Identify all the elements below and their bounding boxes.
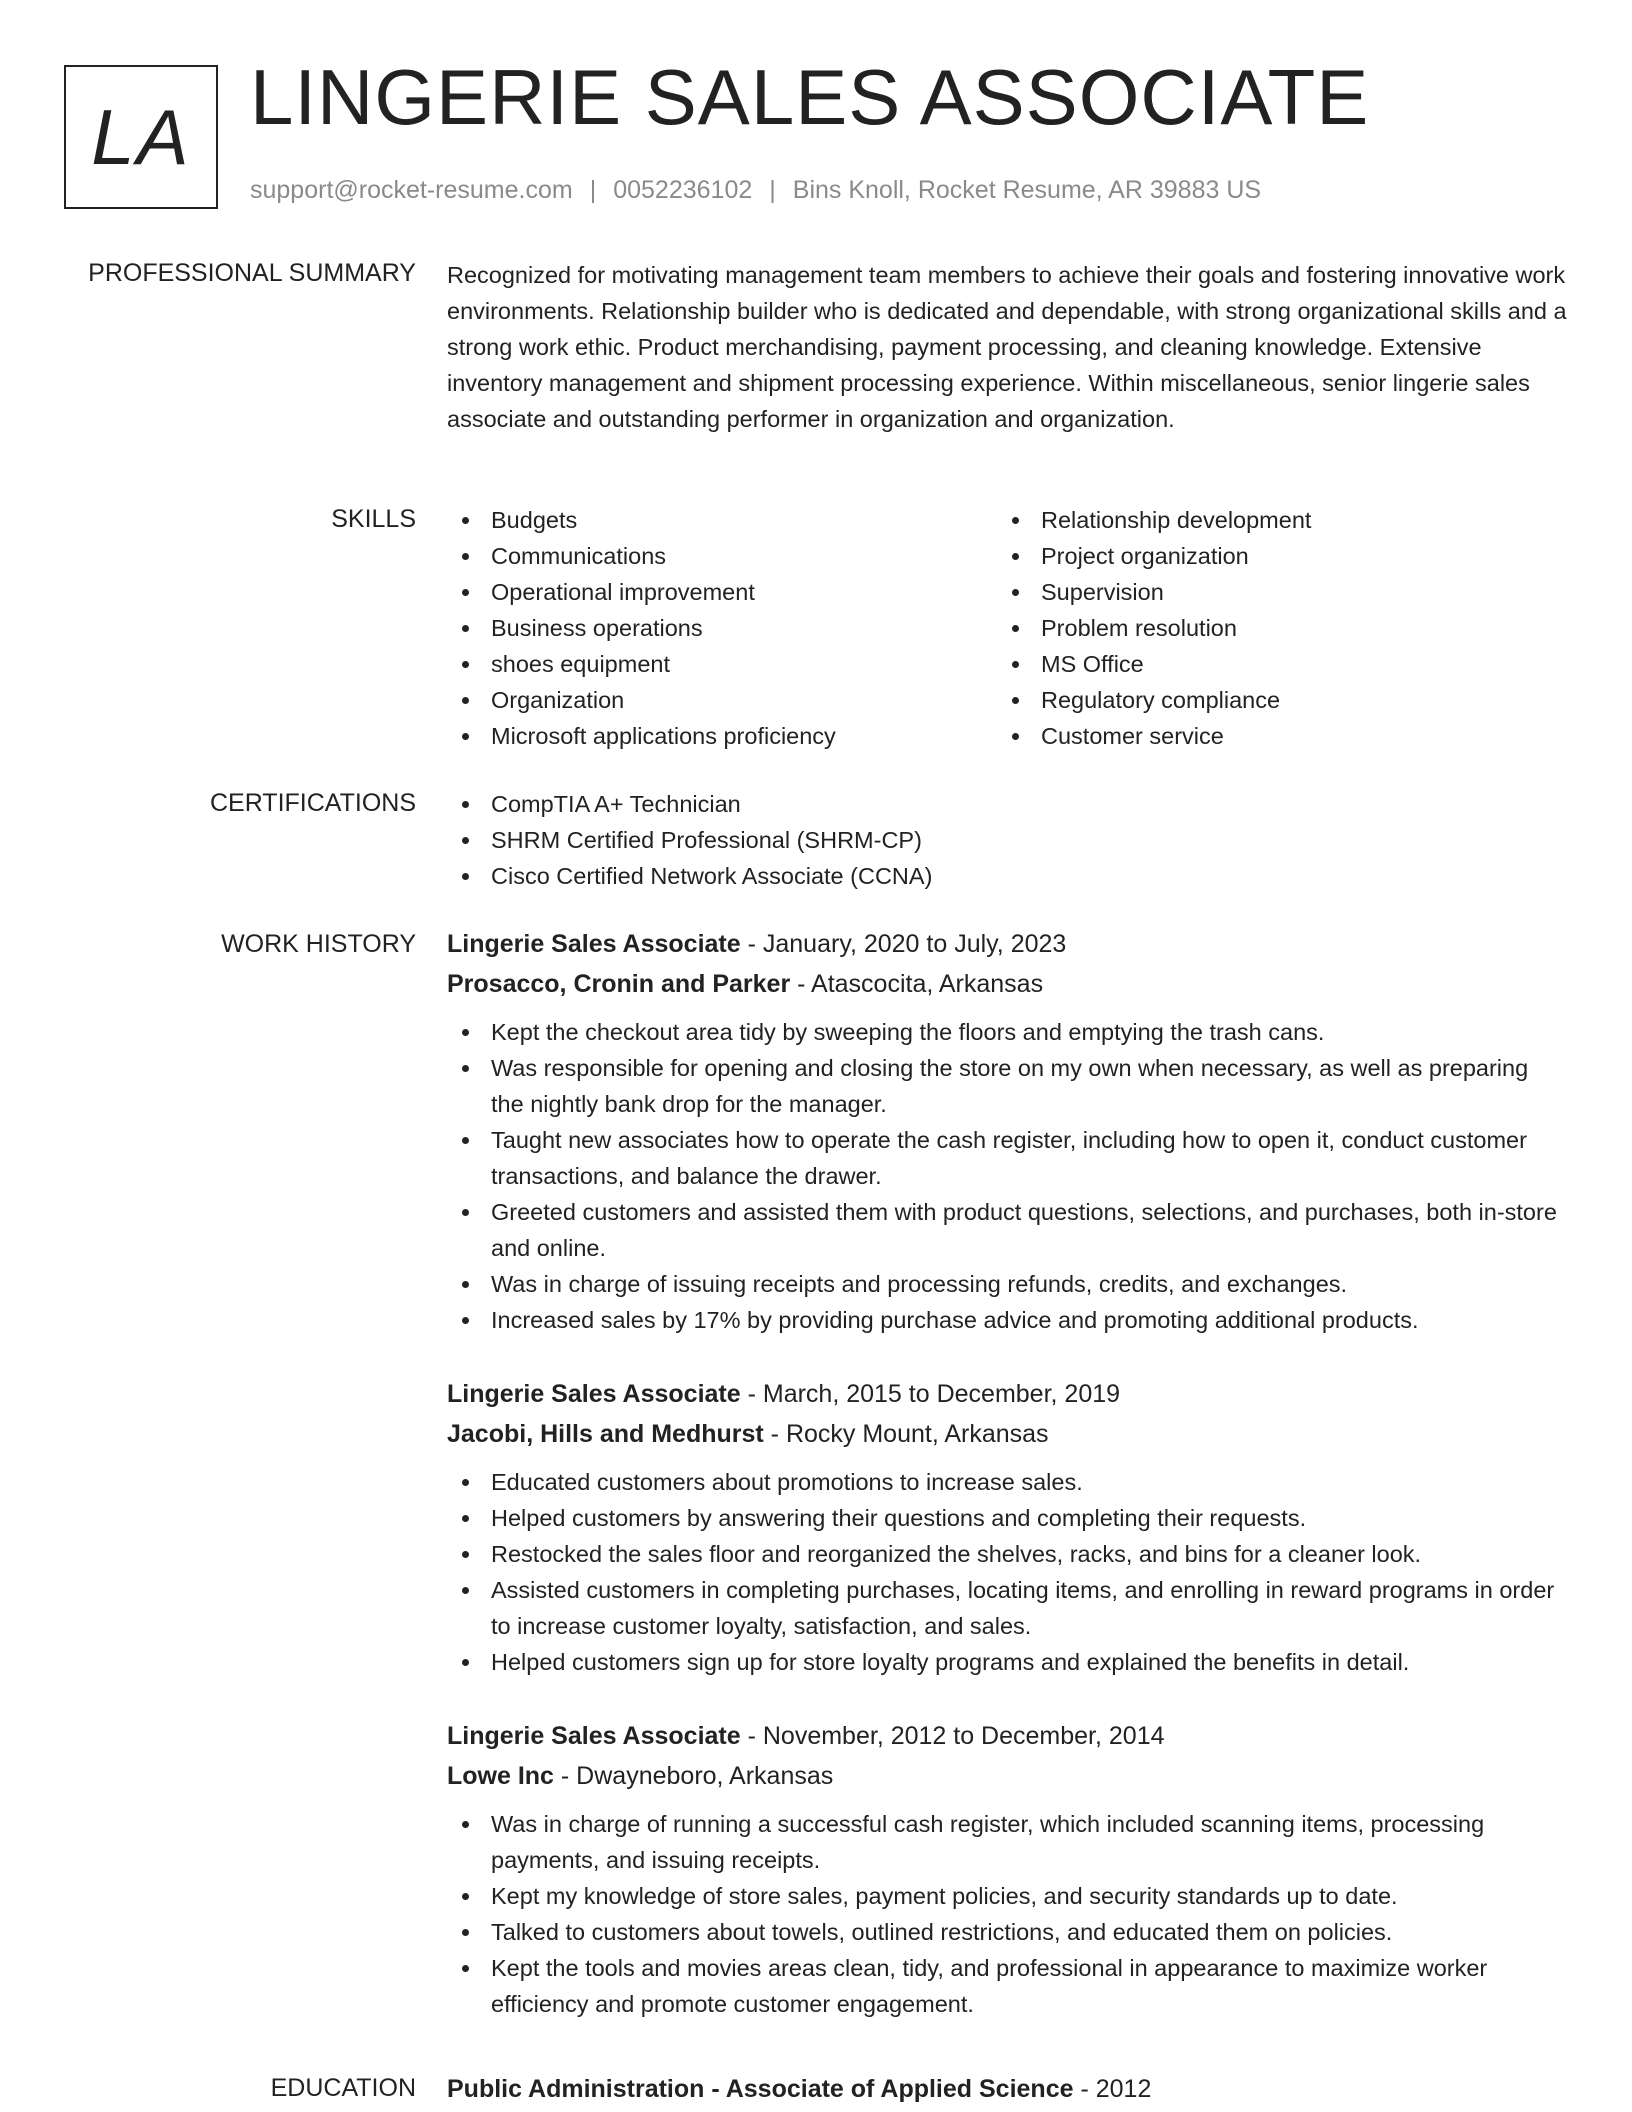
skill-item: shoes equipment [447, 646, 997, 682]
education-heading: EDUCATION [270, 2074, 416, 2102]
contact-address: Bins Knoll, Rocket Resume, AR 39883 US [792, 176, 1262, 204]
job-dates: - January, 2020 to July, 2023 [740, 930, 1067, 958]
job-role-line [447, 1374, 1567, 1414]
job-duty: Assisted customers in completing purchases, locating items, and enrolling in reward programs in order to increase customer loyalty, satisfaction, and sales. [447, 1572, 1567, 1644]
job-role: Lingerie Sales Associate [447, 1380, 741, 1408]
job-location: - Atascocita, Arkansas [790, 970, 1044, 998]
skills-heading: SKILLS [331, 505, 416, 533]
job-company-line [447, 964, 1567, 1004]
certification-item: Cisco Certified Network Associate (CCNA) [447, 858, 1567, 894]
skill-item: Microsoft applications proficiency [447, 718, 997, 754]
certifications-heading: CERTIFICATIONS [209, 789, 416, 817]
job-company-line [447, 1756, 1567, 1796]
skill-item: Project organization [997, 538, 1547, 574]
certifications-list [447, 786, 1567, 894]
job-company-line [447, 1414, 1567, 1454]
job-duties [447, 1464, 1567, 1680]
skill-item: Customer service [997, 718, 1547, 754]
job-duty: Taught new associates how to operate the cash register, including how to open it, conduct customer transactions, and balance the drawer. [447, 1122, 1567, 1194]
contact-phone[interactable]: 0052236102 [613, 176, 753, 204]
job-location: - Rocky Mount, Arkansas [763, 1420, 1049, 1448]
resume-title: LINGERIE SALES ASSOCIATE [250, 53, 1370, 141]
skill-item: Communications [447, 538, 997, 574]
skills-column-right [997, 502, 1547, 754]
job-duty: Greeted customers and assisted them with product questions, selections, and purchases, both in-store and online. [447, 1194, 1567, 1266]
skill-item: Organization [447, 682, 997, 718]
summary-text: Recognized for motivating management team members to achieve their goals and fostering innovative work environments. Relationship builder who is dedicated and dependable, with strong organizational skills and a strong work ethic. Product merchandising, payment processing, and cleaning knowledge. Extensive inventory management and shipment processing experience. Within miscellaneous, senior lingerie sales associate and outstanding performer in organization and organization. [447, 262, 1567, 432]
job-duties [447, 1014, 1567, 1338]
skill-item: Relationship development [997, 502, 1547, 538]
job-duty: Kept my knowledge of store sales, payment policies, and security standards up to date. [447, 1878, 1567, 1914]
job-duty: Was in charge of issuing receipts and processing refunds, credits, and exchanges. [447, 1266, 1567, 1302]
skills-column-left [447, 502, 997, 754]
education-entry [447, 2069, 1567, 2109]
job-duty: Restocked the sales floor and reorganized the shelves, racks, and bins for a cleaner look. [447, 1536, 1567, 1572]
work-history [447, 924, 1567, 2058]
job-role-line [447, 1716, 1567, 1756]
skill-item: Budgets [447, 502, 997, 538]
contact-email[interactable]: support@rocket-resume.com [250, 176, 573, 204]
skill-item: MS Office [997, 646, 1547, 682]
job-role-line [447, 924, 1567, 964]
job-entry [447, 1374, 1567, 1680]
skills-list [447, 502, 1567, 754]
job-role: Lingerie Sales Associate [447, 1722, 741, 1750]
skill-item: Regulatory compliance [997, 682, 1547, 718]
skill-item: Supervision [997, 574, 1547, 610]
job-dates: - November, 2012 to December, 2014 [740, 1722, 1165, 1750]
job-duty: Helped customers by answering their questions and completing their requests. [447, 1500, 1567, 1536]
job-company: Prosacco, Cronin and Parker [447, 970, 791, 998]
monogram-logo [64, 65, 218, 209]
skill-item: Business operations [447, 610, 997, 646]
contact-separator: | [769, 176, 776, 204]
work-history-heading: WORK HISTORY [221, 930, 416, 958]
job-duty: Increased sales by 17% by providing purchase advice and promoting additional products. [447, 1302, 1567, 1338]
certification-item: CompTIA A+ Technician [447, 786, 1567, 822]
skill-item: Operational improvement [447, 574, 997, 610]
skill-item: Problem resolution [997, 610, 1547, 646]
education-year: - 2012 [1073, 2075, 1152, 2103]
certification-item: SHRM Certified Professional (SHRM-CP) [447, 822, 1567, 858]
job-duties [447, 1806, 1567, 2022]
job-duty: Kept the checkout area tidy by sweeping the floors and emptying the trash cans. [447, 1014, 1567, 1050]
job-duty: Educated customers about promotions to increase sales. [447, 1464, 1567, 1500]
monogram-initials: LA [91, 92, 191, 181]
education-degree: Public Administration - Associate of Applied Science [447, 2075, 1074, 2103]
job-entry [447, 1716, 1567, 2022]
job-company: Jacobi, Hills and Medhurst [447, 1420, 764, 1448]
contact-line [250, 176, 1261, 205]
education-line [447, 2069, 1567, 2109]
job-entry [447, 924, 1567, 1338]
job-role: Lingerie Sales Associate [447, 930, 741, 958]
job-duty: Was in charge of running a successful cash register, which included scanning items, processing payments, and issuing receipts. [447, 1806, 1567, 1878]
job-company: Lowe Inc [447, 1762, 554, 1790]
job-duty: Kept the tools and movies areas clean, tidy, and professional in appearance to maximize worker efficiency and promote customer engagement. [447, 1950, 1567, 2022]
contact-separator: | [589, 176, 597, 204]
summary-heading: PROFESSIONAL SUMMARY [88, 259, 416, 287]
job-duty: Talked to customers about towels, outlined restrictions, and educated them on policies. [447, 1914, 1567, 1950]
job-duty: Helped customers sign up for store loyalty programs and explained the benefits in detail. [447, 1644, 1567, 1680]
job-duty: Was responsible for opening and closing the store on my own when necessary, as well as preparing the nightly bank drop for the manager. [447, 1050, 1567, 1122]
job-dates: - March, 2015 to December, 2019 [740, 1380, 1121, 1408]
job-location: - Dwayneboro, Arkansas [553, 1762, 834, 1790]
